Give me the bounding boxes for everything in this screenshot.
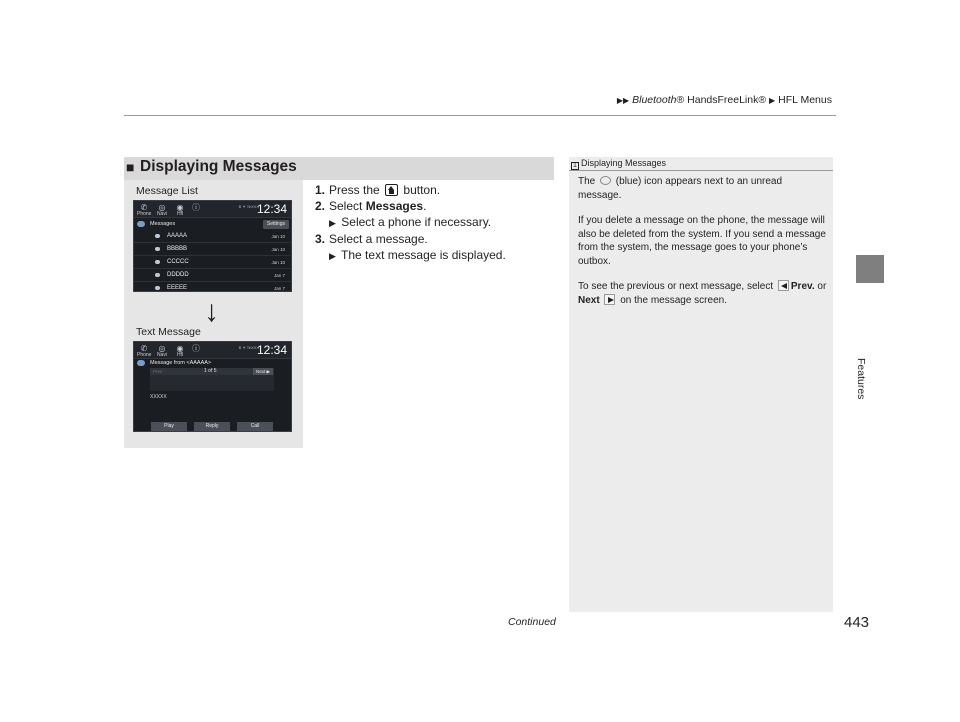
message-sender: CCCCC xyxy=(167,259,189,265)
breadcrumb-reg: ® xyxy=(676,94,685,106)
step-text: Press the xyxy=(329,183,380,197)
message-list-label: Message List xyxy=(136,185,198,197)
breadcrumb-bluetooth: Bluetooth xyxy=(632,94,677,106)
message-date: Jan 7 xyxy=(273,286,285,291)
unread-message-icon xyxy=(155,234,160,238)
message-bubble-icon xyxy=(137,221,145,227)
message-body-text: XXXXX xyxy=(150,394,167,400)
page-number: 443 xyxy=(844,614,870,631)
clock: 12:34 xyxy=(256,202,287,216)
step-3 xyxy=(315,231,506,247)
note-text: on the message screen. xyxy=(620,294,727,306)
message-row[interactable] xyxy=(134,243,291,256)
message-detail-title: Message from <AAAAA> xyxy=(150,360,212,366)
step-text: Select a message. xyxy=(329,232,428,246)
play-button[interactable]: Play xyxy=(151,422,187,431)
unread-message-icon xyxy=(155,260,160,264)
step-text: Select a phone if necessary. xyxy=(341,215,492,229)
prev-button[interactable]: Prev xyxy=(153,369,163,374)
reply-button[interactable]: Reply xyxy=(194,422,230,431)
status-indicator: B ✶ TeXXX xyxy=(238,204,259,209)
section-title: Displaying Messages xyxy=(140,158,297,175)
header-rule xyxy=(124,115,836,116)
note-emphasis: Prev. xyxy=(790,281,815,292)
step-text: The text message is displayed. xyxy=(341,248,506,262)
note-paragraph xyxy=(578,280,828,307)
step-text: button. xyxy=(403,183,441,197)
navi-icon: ◎ Navi xyxy=(156,344,167,358)
message-date: Jan 10 xyxy=(271,247,285,252)
message-sender: AAAAA xyxy=(167,233,188,239)
messages-header-title: Messages xyxy=(150,221,176,227)
note-text: (blue) icon appears next to an unread message. xyxy=(578,176,783,201)
breadcrumb xyxy=(617,94,832,106)
step-number: 3. xyxy=(315,232,326,246)
side-note-body xyxy=(578,175,828,319)
info-icon: ⓘ xyxy=(192,344,200,353)
step-2 xyxy=(315,198,506,214)
clock: 12:34 xyxy=(256,343,287,357)
unread-message-icon xyxy=(155,286,160,290)
sub-step-icon: ▶ xyxy=(329,218,336,228)
note-text: The xyxy=(578,176,596,187)
message-date: Jan 10 xyxy=(271,260,285,265)
step-3-sub xyxy=(315,247,506,264)
breadcrumb-hfl-menus: HFL Menus xyxy=(778,94,832,106)
side-note xyxy=(569,157,833,612)
phone-icon: ✆ Phone xyxy=(137,203,152,217)
message-sender: EEEEE xyxy=(167,285,188,291)
note-text: To see the previous or next message, select xyxy=(578,281,774,292)
prev-icon xyxy=(778,280,789,291)
screen-topbar xyxy=(134,201,291,218)
step-text: . xyxy=(423,199,427,213)
step-number: 1. xyxy=(315,183,326,197)
message-bubble-icon xyxy=(137,360,145,366)
phone-icon: ✆ Phone xyxy=(137,344,152,358)
settings-button[interactable]: Settings xyxy=(263,220,289,229)
down-arrow-icon: ↓ xyxy=(204,295,219,328)
message-date: Jan 10 xyxy=(271,234,285,239)
call-button[interactable]: Call xyxy=(237,422,273,431)
section-heading xyxy=(124,157,554,180)
message-action-buttons xyxy=(134,422,291,432)
message-pager xyxy=(150,368,274,375)
sub-step-icon: ▶ xyxy=(329,251,336,261)
message-date: Jan 7 xyxy=(273,273,285,278)
status-indicator: B ✶ TeXXX xyxy=(238,345,259,350)
hfl-icon: ◉ Hfl xyxy=(176,203,184,217)
step-1 xyxy=(315,182,506,198)
side-note-title: Displaying Messages xyxy=(581,158,667,168)
hfl-icon: ◉ Hfl xyxy=(176,344,184,358)
breadcrumb-arrow: ▶ xyxy=(769,96,776,105)
note-paragraph xyxy=(578,175,828,202)
unread-bubble-icon xyxy=(600,176,611,185)
step-2-sub xyxy=(315,214,506,231)
screen-topbar xyxy=(134,342,291,359)
step-emphasis: Messages xyxy=(365,199,424,213)
message-body-area xyxy=(150,375,274,391)
step-number: 2. xyxy=(315,199,326,213)
info-icon: ⓘ xyxy=(192,203,200,212)
next-button[interactable]: Next ▶ xyxy=(253,368,273,375)
text-message-screen xyxy=(133,341,292,432)
instruction-steps xyxy=(315,182,506,264)
message-count: 1 of 5 xyxy=(204,368,217,374)
note-paragraph: If you delete a message on the phone, the message will also be deleted from the system. If you send a message from the system, the message goes to your phone’s outbox. xyxy=(578,215,826,267)
message-row[interactable] xyxy=(134,269,291,282)
unread-message-icon xyxy=(155,247,160,251)
message-list-screen xyxy=(133,200,292,292)
text-message-label: Text Message xyxy=(136,326,201,338)
screen-figure xyxy=(124,180,303,448)
chapter-tab-marker xyxy=(856,255,884,283)
messages-header xyxy=(134,219,291,230)
breadcrumb-handsfreelink: HandsFreeLink® xyxy=(687,94,767,106)
unread-message-icon xyxy=(155,273,160,277)
home-icon xyxy=(385,184,398,196)
breadcrumb-arrows: ▶▶ xyxy=(616,96,630,105)
continued-label: Continued xyxy=(508,616,556,628)
note-icon: 1 xyxy=(571,162,579,170)
chapter-label-text: Features xyxy=(855,358,867,400)
navi-icon: ◎ Navi xyxy=(156,203,167,217)
section-marker: ■ xyxy=(126,159,135,175)
next-icon xyxy=(604,294,615,305)
message-sender: BBBBB xyxy=(167,246,188,252)
message-row[interactable] xyxy=(134,230,291,243)
message-sender: DDDDD xyxy=(167,272,189,278)
side-note-heading xyxy=(569,157,833,171)
message-row[interactable] xyxy=(134,282,291,292)
note-emphasis: Next xyxy=(578,294,600,306)
step-text: Select xyxy=(329,199,363,213)
message-row[interactable] xyxy=(134,256,291,269)
note-text: or xyxy=(817,281,827,292)
